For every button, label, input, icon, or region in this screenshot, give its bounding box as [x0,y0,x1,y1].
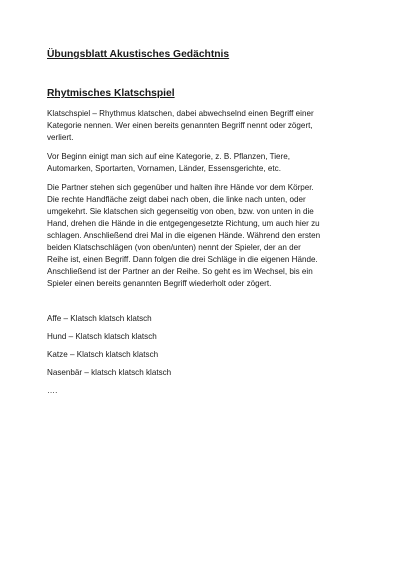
text-line: Klatschspiel – Rhythmus klatschen, dabei abwechselnd einen Begriff einer [47,109,314,118]
list-item: …. [47,386,58,395]
text-line: Vor Beginn einigt man sich auf eine Kategorie, z. B. Pflanzen, Tiere, [47,152,290,161]
text-line: Reihe ist, einen Begriff. Dann folgen die drei Schläge in die eigenen Hände. [47,255,318,264]
paragraph-intro [47,108,360,144]
list-item: Katze – Klatsch klatsch klatsch [47,350,159,359]
section-title: Rhytmisches Klatschspiel [47,88,175,99]
list-item: Affe – Klatsch klatsch klatsch [47,314,152,323]
document-title: Übungsblatt Akustisches Gedächtnis [47,49,230,60]
text-line: beiden Klatschschlägen (von oben/unten) nennt der Spieler, der an der [47,243,301,252]
text-line: Anschließend ist der Partner an der Reihe. So geht es im Wechsel, bis ein [47,267,313,276]
paragraph-category [47,151,360,175]
text-line: umgekehrt. Sie klatschen sich gegenseitig von oben, bzw. von unten in die [47,207,314,216]
text-line: verliert. [47,133,74,142]
text-line: Hand, drehen die Hände in die entgegengesetzte Richtung, um auch hier zu [47,219,320,228]
paragraph-rules [47,182,360,290]
list-item: Nasenbär – klatsch klatsch klatsch [47,368,172,377]
text-line: Spieler einen bereits genannten Begriff wiederholt oder zögert. [47,279,272,288]
list-item: Hund – Klatsch klatsch klatsch [47,332,157,341]
example-list [47,313,360,403]
text-line: Die Partner stehen sich gegenüber und halten ihre Hände vor dem Körper. [47,183,314,192]
text-line: schlagen. Anschließend drei Mal in die eigenen Hände. Während den ersten [47,231,321,240]
text-line: Automarken, Sportarten, Vornamen, Länder, Essensgerichte, etc. [47,164,281,173]
text-line: Kategorie nennen. Wer einen bereits genannten Begriff nennt oder zögert, [47,121,313,130]
text-line: Die rechte Handfläche zeigt dabei nach oben, die linke nach unten, oder [47,195,306,204]
